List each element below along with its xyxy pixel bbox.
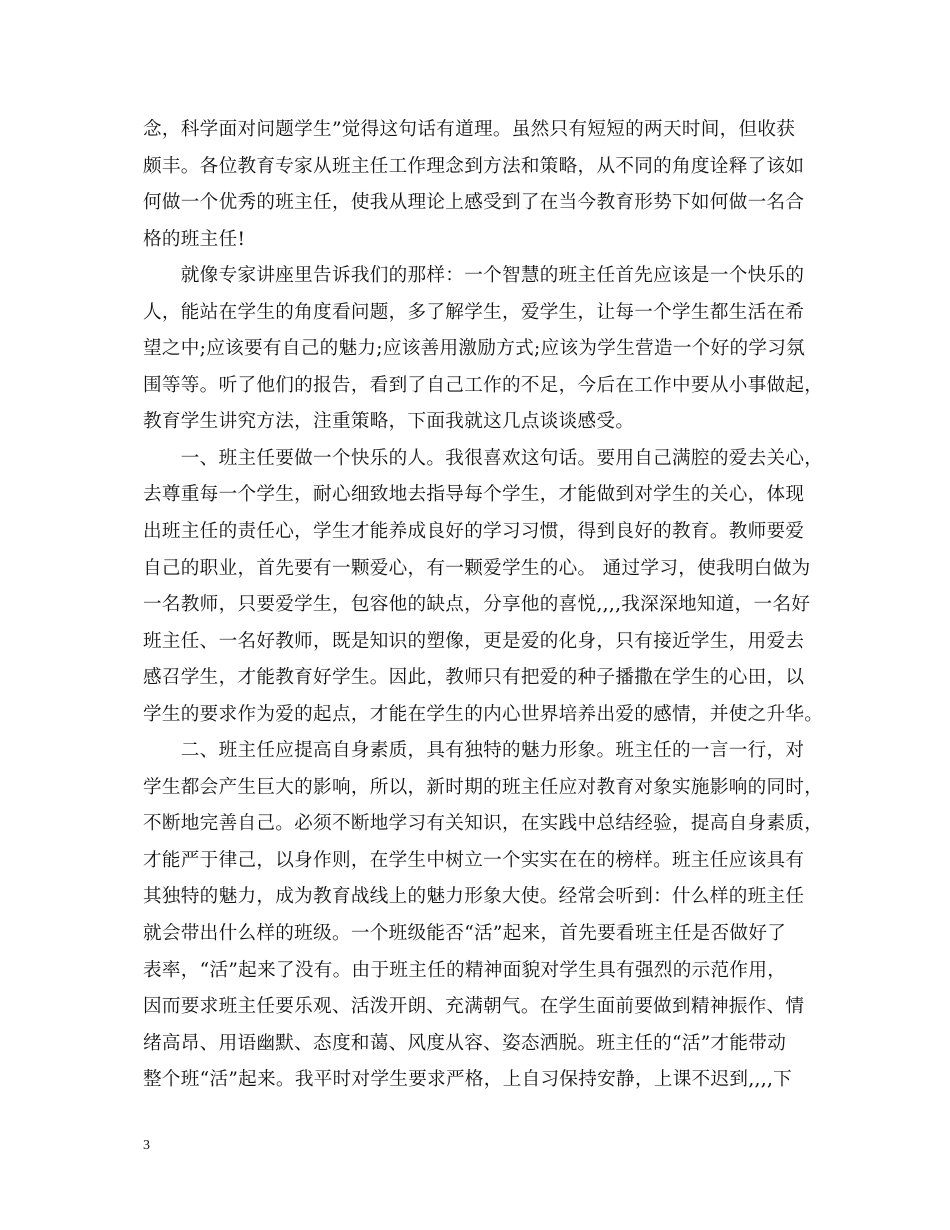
text-line: 何做一个优秀的班主任，使我从理论上感受到了在当今教育形势下如何做一名合 <box>143 192 805 214</box>
text-line: 去尊重每一个学生，耐心细致地去指导每个学生，才能做到对学生的关心，体现 <box>143 484 805 506</box>
text-line: 念，科学面对问题学生”觉得这句话有道理。虽然只有短短的两天时间，但收获 <box>143 119 796 140</box>
text-line: 就像专家讲座里告诉我们的那样：一个智慧的班主任首先应该是一个快乐的 <box>143 265 805 287</box>
text-line: 因而要求班主任要乐观、活泼开朗、充满朝气。在学生面前要做到精神振作、情 <box>143 996 805 1018</box>
text-line: 感召学生，才能教育好学生。因此，教师只有把爱的种子播撒在学生的心田，以 <box>143 667 805 689</box>
text-line: 才能严于律己，以身作则，在学生中树立一个实实在在的榜样。班主任应该具有 <box>143 849 805 871</box>
text-line: 学生的要求作为爱的起点，才能在学生的内心世界培养出爱的感情，并使之升华。 <box>143 703 824 725</box>
text-line: 整个班“活”起来。我平时对学生要求严格，上自习保持安静，上课不迟到,,,,下 <box>143 1069 793 1091</box>
text-line: 班主任、一名好教师，既是知识的塑像，更是爱的化身，只有接近学生，用爱去 <box>143 630 805 652</box>
text-line: 格的班主任! <box>143 228 246 250</box>
text-line: 颇丰。各位教育专家从班主任工作理念到方法和策略，从不同的角度诠释了该如 <box>143 155 805 177</box>
text-line: 就会带出什么样的班级。一个班级能否“活”起来，首先要看班主任是否做好了 <box>143 923 787 945</box>
text-line: 教育学生讲究方法，注重策略，下面我就这几点谈谈感受。 <box>143 411 635 433</box>
text-line: 表率，“活”起来了没有。由于班主任的精神面貌对学生具有强烈的示范作用， <box>143 959 787 981</box>
text-line: 一、班主任要做一个快乐的人。我很喜欢这句话。要用自己满腔的爱去关心， <box>143 447 824 469</box>
text-line: 绪高昂、用语幽默、态度和蔼、风度从容、姿态洒脱。班主任的“活”才能带动 <box>143 1032 787 1054</box>
text-line: 出班主任的责任心，学生才能养成良好的学习习惯，得到良好的教育。教师要爱 <box>143 521 805 543</box>
text-line: 二、班主任应提高自身素质，具有独特的魅力形象。班主任的一言一行，对 <box>143 740 805 762</box>
body-text <box>143 112 824 1099</box>
text-line: 不断地完善自己。必须不断地学习有关知识，在实践中总结经验，提高自身素质， <box>143 813 824 835</box>
page-number: 3 <box>143 1138 150 1153</box>
text-line: 人，能站在学生的角度看问题，多了解学生，爱学生，让每一个学生都生活在希 <box>143 301 805 323</box>
text-line: 一名教师，只要爱学生，包容他的缺点，分享他的喜悦,,,,我深深地知道，一名好 <box>143 594 811 616</box>
text-line: 其独特的魅力，成为教育战线上的魅力形象大使。经常会听到：什么样的班主任 <box>143 886 805 908</box>
text-line: 围等等。听了他们的报告，看到了自己工作的不足，今后在工作中要从小事做起， <box>143 374 824 396</box>
text-line: 学生都会产生巨大的影响，所以，新时期的班主任应对教育对象实施影响的同时， <box>143 776 824 798</box>
text-line: 自己的职业，首先要有一颗爱心，有一颗爱学生的心。 通过学习，使我明白做为 <box>143 557 811 579</box>
text-line: 望之中;应该要有自己的魅力;应该善用激励方式;应该为学生营造一个好的学习氛 <box>143 338 806 360</box>
